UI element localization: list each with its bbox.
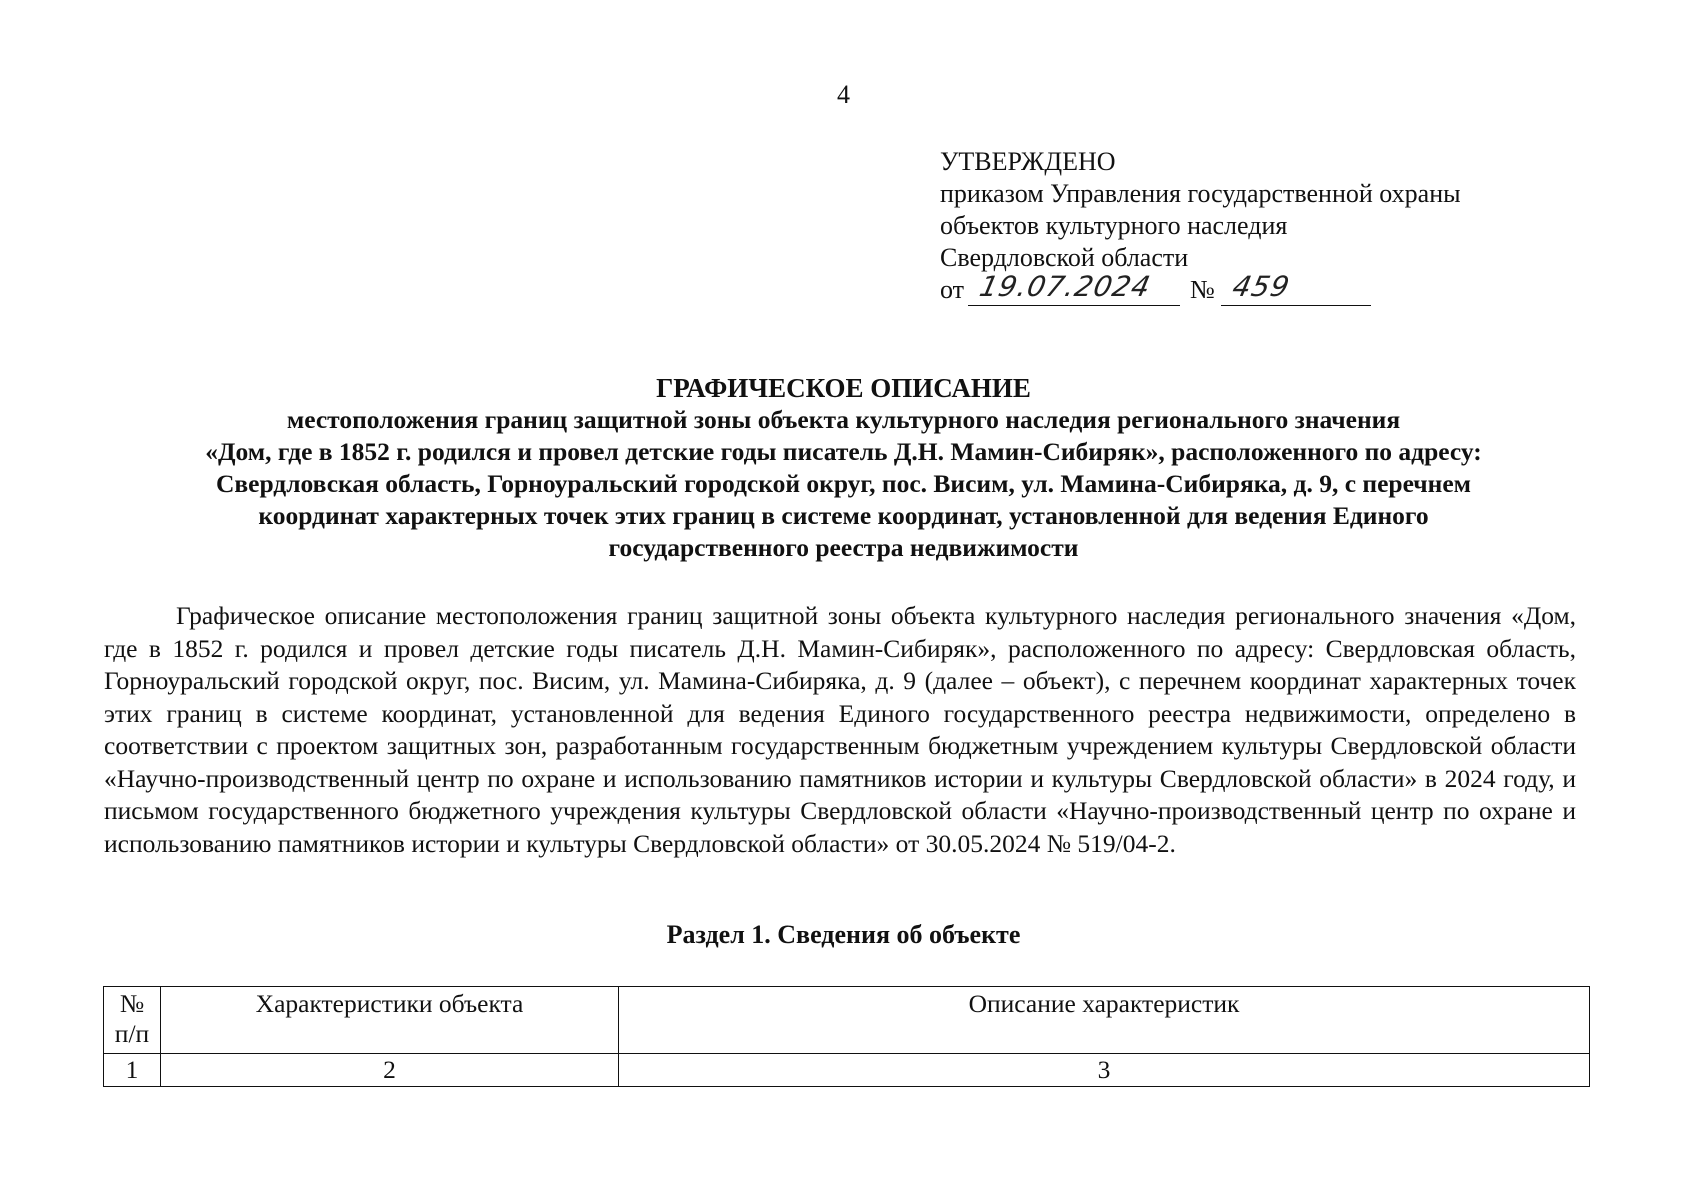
title-line-3: Свердловская область, Горноуральский городской округ, пос. Висим, ул. Мамина-Сибиряка, д. 9, с перечнем <box>215 469 1472 498</box>
cell-col-1: 1 <box>104 1054 161 1087</box>
header-description: Описание характеристик <box>619 987 1590 1054</box>
approval-line-3: Свердловской области <box>940 243 1189 272</box>
cell-col-2: 2 <box>161 1054 619 1087</box>
number-blank <box>1221 270 1371 306</box>
approval-heading: УТВЕРЖДЕНО <box>940 147 1116 176</box>
handwritten-number: 459 <box>1229 270 1293 303</box>
number-sign: № <box>1190 275 1215 304</box>
handwritten-date: 19.07.2024 <box>976 270 1154 303</box>
title-line-1: местоположения границ защитной зоны объекта культурного наследия регионального значения <box>286 405 1401 434</box>
object-info-table <box>103 986 1590 1087</box>
approval-stamp <box>940 146 1560 306</box>
table-header-row <box>104 987 1590 1054</box>
title-line-4: координат характерных точек этих границ в системе координат, установленной для ведения Единого <box>258 501 1429 530</box>
approval-date-line <box>940 270 1560 306</box>
document-title <box>60 372 1627 564</box>
title-line-2: «Дом, где в 1852 г. родился и провел детские годы писатель Д.Н. Мамин-Сибиряк», расположенного по адресу: <box>205 437 1482 466</box>
table-row <box>104 1054 1590 1087</box>
section-title: Раздел 1. Сведения об объекте <box>666 920 1021 949</box>
title-line-5: государственного реестра недвижимости <box>608 533 1079 562</box>
approval-line-2: объектов культурного наследия <box>940 211 1288 240</box>
cell-col-3: 3 <box>619 1054 1590 1087</box>
approval-line-1: приказом Управления государственной охраны <box>940 179 1461 208</box>
title-main: ГРАФИЧЕСКОЕ ОПИСАНИЕ <box>656 373 1031 403</box>
header-number <box>104 987 161 1054</box>
header-characteristics: Характеристики объекта <box>161 987 619 1054</box>
date-prefix: от <box>940 275 965 304</box>
body-paragraph: Графическое описание местоположения границ защитной зоны объекта культурного наследия регионального значения «Дом, где в 1852 г. родился и провел детские годы писатель Д.Н. Мамин-Сибиряк», расположенного по адресу: Свердловская область, Горноуральский городской округ, пос. Висим, ул. Мамина-Сибиряка, д. 9 (далее – объект), с перечнем координат характерных точек этих границ в системе координат, установленной для ведения Единого государственного реестра недвижимости, определено в соответствии с проектом защитных зон, разработанным государственным бюджетным учреждением культуры Свердловской области «Научно-производственный центр по охране и использованию памятников истории и культуры Свердловской области» в 2024 году, и письмом государственного бюджетного учреждения культуры Свердловской области «Научно-производственный центр по охране и использованию памятников истории и культуры Свердловской области» от 30.05.2024 № 519/04-2. <box>104 601 1576 858</box>
header-number-line-2: п/п <box>114 1019 150 1048</box>
date-blank <box>968 270 1180 306</box>
header-number-line-1: № <box>119 989 145 1018</box>
page-number: 4 <box>837 80 850 109</box>
